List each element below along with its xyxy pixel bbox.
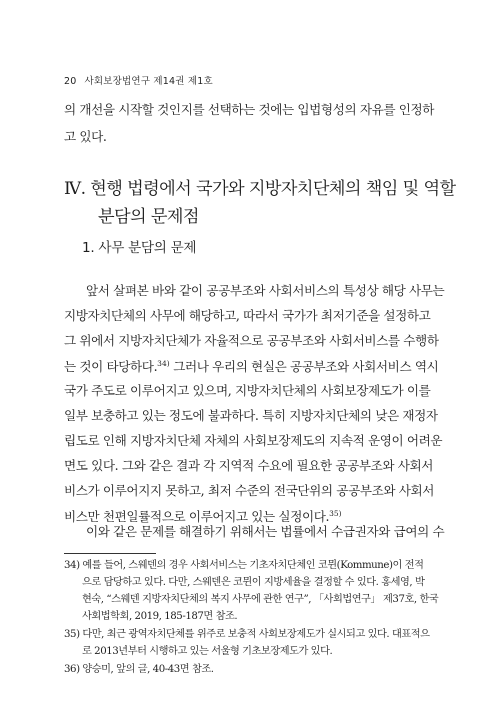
body-text-segment: 그러나 우리의 현실은 공공부조와 사회서비스 역시	[169, 359, 439, 374]
footnote-ref-35[interactable]: 35)	[329, 509, 342, 518]
subsection-heading: 1. 사무 분담의 문제	[82, 240, 197, 256]
body-text-line: 비스가 이루어지지 못하고, 최저 수준의 전국단위의 공공부조와 사회서	[64, 483, 435, 498]
section-heading-line1: Ⅳ. 현행 법령에서 국가와 지방자치단체의 책임 및 역할	[64, 179, 456, 199]
footnote-divider	[64, 553, 156, 554]
journal-title: 사회보장법연구 제14권 제1호	[84, 76, 213, 87]
footnote-36-line: 36) 양승미, 앞의 글, 40-43면 참조.	[64, 664, 214, 675]
section-heading-line2: 분담의 문제점	[98, 207, 199, 227]
body-text-line: 의 개선을 시작할 것인지를 선택하는 것에는 입법형성의 자유를 인정하	[64, 102, 435, 117]
body-text-line: 이와 같은 문제를 해결하기 위해서는 법률에서 수급권자와 급여의 수	[86, 524, 445, 539]
body-text-line: 국가 주도로 이루어지고 있으며, 지방자치단체의 사회보장제도가 이를	[64, 383, 431, 398]
footnote-35-line: 로 2013년부터 시행하고 있는 서울형 기초보장제도가 있다.	[82, 646, 333, 657]
footnote-34-line: 사회법학회, 2019, 185-187면 참조.	[82, 611, 238, 622]
page-number: 20	[64, 76, 77, 87]
body-text-line: 고 있다.	[64, 129, 107, 144]
footnote-35-line: 35) 다만, 최근 광역자치단체를 위주로 보충적 사회보장제도가 실시되고 있다. 대표적으	[64, 629, 430, 640]
footnote-34-line: 34) 예를 들어, 스웨덴의 경우 사회서비스는 기초자치단체인 코뮌(Kommune)이 전적	[64, 560, 424, 571]
body-text-line: 일부 보충하고 있는 정도에 불과하다. 특히 지방자치단체의 낮은 재정자	[64, 408, 438, 423]
footnote-34-line: 으로 담당하고 있다. 다만, 스웨덴은 코뮌이 지방세율을 결정할 수 있다. 홍세영, 박	[82, 577, 425, 588]
body-text-line: 그 위에서 지방자치단체가 자율적으로 공공부조와 사회서비스를 수행하	[64, 333, 439, 348]
body-text-line	[64, 360, 438, 374]
body-text-segment: 비스만 천편일률적으로 이루어지고 있는 실정이다.	[64, 509, 330, 524]
body-text-line: 립도로 인해 지방자치단체 자체의 사회보장제도의 지속적 운영이 어려운	[64, 433, 443, 448]
footnote-34-line: 현숙, “스웨덴 지방자치단체의 복지 사무에 관한 연구”, 「사회법연구」 제37호, 한국	[82, 594, 439, 605]
body-text-line: 앞서 살펴본 바와 같이 공공부조와 사회서비스의 특성상 해당 사무는	[86, 283, 445, 298]
body-text-line	[64, 510, 342, 524]
body-text-line: 지방자치단체의 사무에 해당하고, 따라서 국가가 최저기준을 설정하고	[64, 308, 431, 323]
running-head	[64, 73, 213, 87]
body-text-segment: 는 것이 타당하다.	[64, 359, 158, 374]
footnote-ref-34[interactable]: 34)	[157, 359, 170, 368]
body-text-line: 면도 있다. 그와 같은 결과 각 지역적 수요에 필요한 공공부조와 사회서	[64, 458, 434, 473]
